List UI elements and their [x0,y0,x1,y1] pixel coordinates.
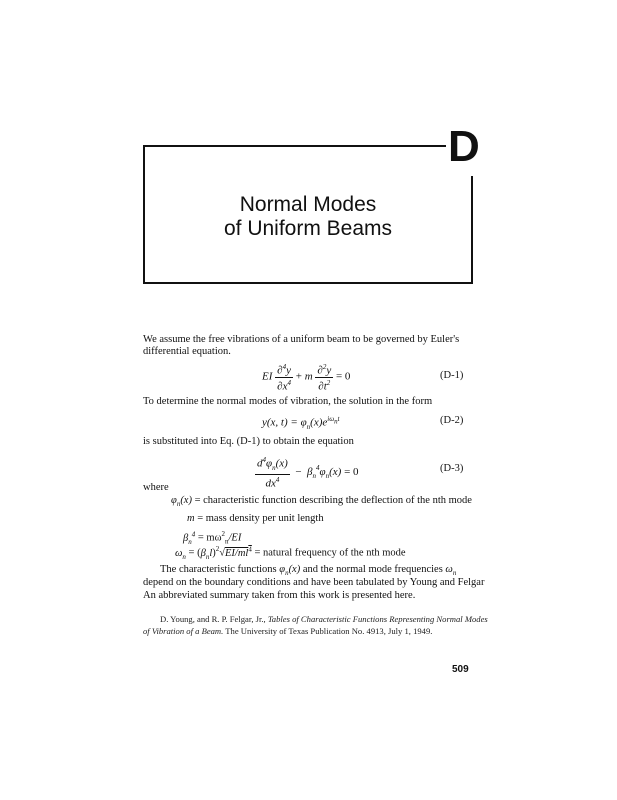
footnote-title-part-1: Tables of Characteristic Functions Representing Normal Modes [267,614,488,624]
paragraph-1-line-2: differential equation. [143,346,231,357]
paragraph-4-line-1: The characteristic functions $\varphi_n(x)$ and the normal mode frequencies $\omega_n$ [160,564,457,578]
paragraph-2: To determine the normal modes of vibration, the solution in the form [143,396,433,407]
paragraph-4-line-3: An abbreviated summary taken from this work is presented here. [143,590,416,601]
equation-d1: EI $\frac{\partial^4y}{\partial x^4}$ + m $\frac{\partial^2y}{\partial t^2}$ = 0 [262,363,351,393]
chapter-title-line-1: Normal Modes [239,193,377,216]
footnote-publication: The University of Texas Publication No. 4913, July 1, 1949. [223,626,433,636]
frame-bottom-rule [143,282,473,284]
page-number: 509 [452,664,469,675]
definition-omega-text: = natural frequency of the nth mode [254,547,406,559]
chapter-title-line-2: of Uniform Beams [223,217,393,240]
definition-m-text: = mass density per unit length [197,513,324,524]
frame-top-rule [143,145,446,147]
definition-phi-text: = characteristic function describing the deflection of the nth mode [194,495,472,506]
equation-d3-label: (D-3) [440,463,464,474]
footnote-title-part-2: of Vibration of a Beam. [143,626,224,636]
equation-d1-label: (D-1) [440,370,464,381]
paragraph-4-line-2: depend on the boundary conditions and have been tabulated by Young and Felgar [143,577,485,588]
footnote-authors: D. Young, and R. P. Felgar, Jr., [160,614,268,624]
definition-beta-text: = mω [197,532,222,544]
paragraph-1-line-1: We assume the free vibrations of a uniform beam to be governed by Euler's [143,334,460,345]
equation-d2-label: (D-2) [440,415,464,426]
paragraph-4-line-1-middle: and the normal mode frequencies [302,564,443,575]
footnote-line-2 [143,625,432,637]
definition-beta: $\beta_n^4 = m\omega^2_n/EI$ [183,530,242,546]
paragraph-4-line-1-start: The characteristic functions [160,564,277,575]
where-label: where [143,482,169,493]
appendix-letter: D [448,122,480,171]
definition-omega: $\omega_n = (\beta_nl)^2√EI/ml^4$ = natural frequency of the nth mode [175,545,406,561]
paragraph-3: is substituted into Eq. (D-1) to obtain the equation [143,436,354,447]
definition-phi: $\varphi_n(x)$ = characteristic function describing the deflection of the nth mode [171,495,472,509]
definition-m: m = mass density per unit length [187,513,324,524]
equation-d2: y(x, $t) = \varphi_n(x)e^{i\omega_nt}$ [262,415,340,431]
equation-d3: $\frac{d^4\varphi_n(x)}{dx^4}$ − $\beta_n^4\varphi_n(x) = 0$ [257,456,359,490]
footnote-line-1 [160,613,488,625]
